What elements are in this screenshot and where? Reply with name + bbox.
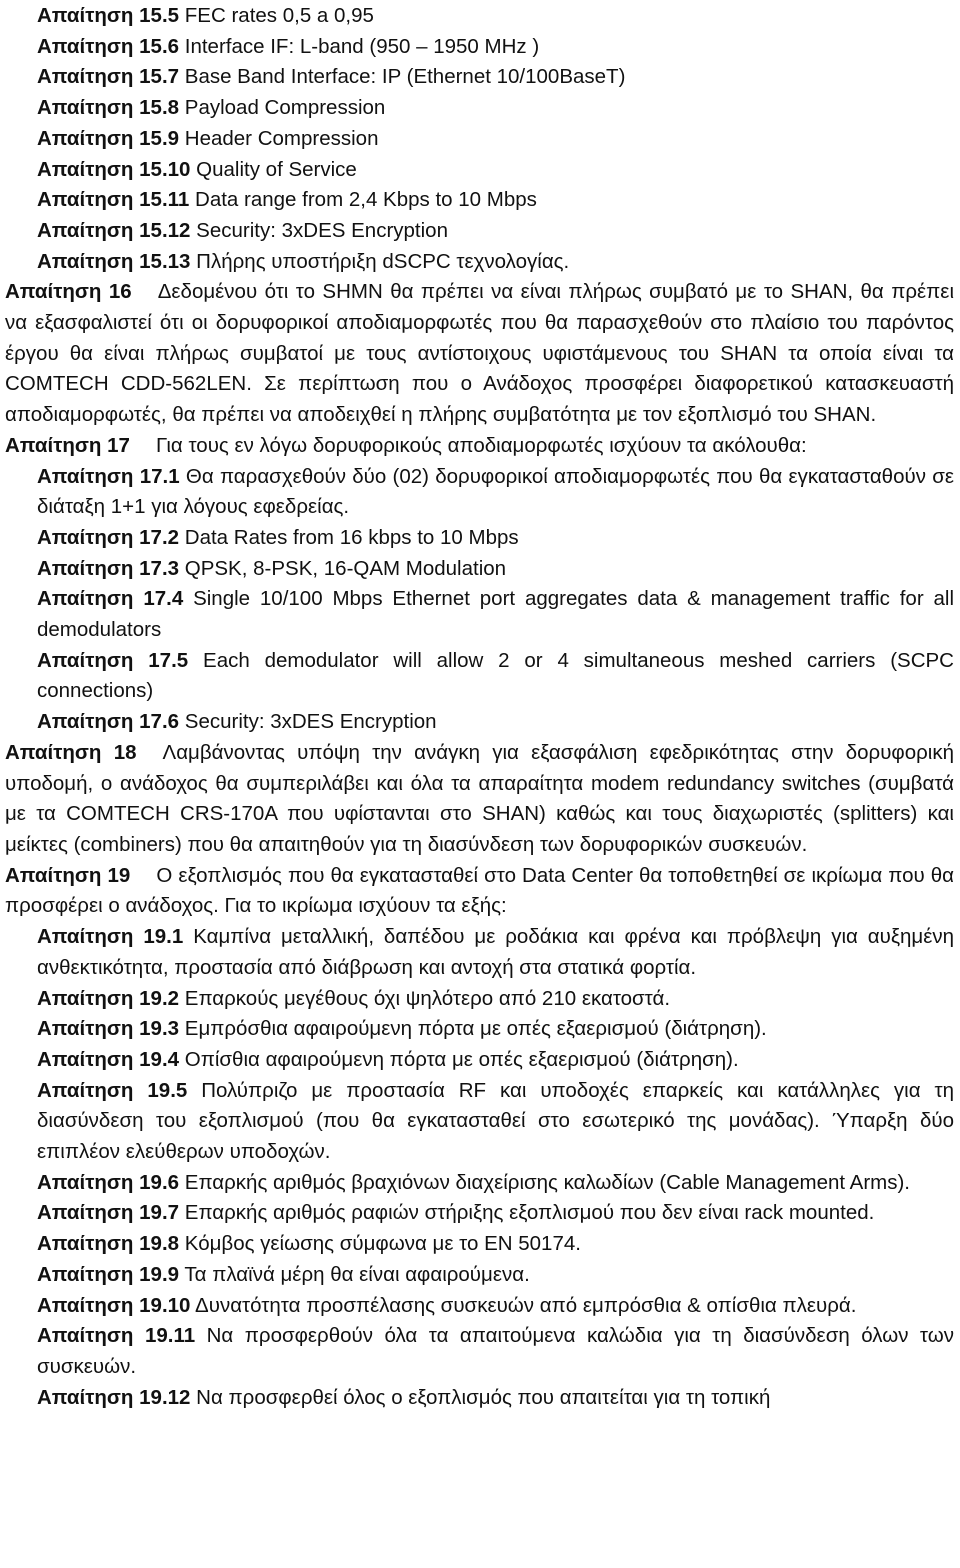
requirement-label: 19. xyxy=(143,925,172,949)
requirement-text: Λαμβάνοντας υπόψη την ανάγκη για εξασφάλιση εφεδρικότητας στην δορυφορική υποδομή, ο ανάδοχος θα συμπεριλάβει και όλα τα απαραίτητα modem redundancy switches (συμβατά με τα COMTECH CRS-170A που υφίστανται στο SHAN) καθώς και τους διαχωριστές (splitters) και μείκτες (combiners) που θα απαιτηθούν για τη διασύνδεση των δορυφορικών συσκευών. xyxy=(5,740,954,856)
requirement-text: Interface IF: L-band (950 – 1950 MHz ) xyxy=(184,34,540,58)
requirement-text: Οπίσθια αφαιρούμενη πόρτα με οπές εξαερισμού (διάτρηση). xyxy=(184,1047,739,1071)
requirement-label: 16 xyxy=(108,280,132,304)
requirement-label: 19. xyxy=(139,1017,168,1041)
requirement-label: Απαίτηση xyxy=(5,433,102,457)
requirement-label: Απαίτηση xyxy=(37,157,134,181)
requirement-label: 5 xyxy=(167,4,180,27)
requirement-label: 15. xyxy=(139,126,168,150)
requirement-text: Επαρκής αριθμός ραφιών στήριξης εξοπλισμού που δεν είναι rack mounted. xyxy=(184,1201,875,1225)
requirement-text: Πολύπριζο με προστασία RF και υποδοχές επαρκείς και κατάλληλες για τη διασύνδεση του εξοπλισμού (που θα εγκατασταθεί στο εσωτερικό της μονάδας). Ύπαρξη δύο επιπλέον ελεύθερων υποδοχών. xyxy=(37,1078,955,1164)
req-17-2 xyxy=(5,523,954,554)
req-19-9 xyxy=(5,1260,954,1291)
req-15-12 xyxy=(5,216,954,247)
requirement-label: Απαίτηση xyxy=(37,464,134,488)
req-18 xyxy=(5,738,954,861)
requirement-label: 15. xyxy=(139,4,168,27)
requirement-label: Απαίτηση xyxy=(37,126,134,150)
requirement-label: Απαίτηση xyxy=(37,1385,134,1409)
requirement-label: Απαίτηση xyxy=(37,1324,134,1348)
requirement-text: Να προσφερθεί όλος ο εξοπλισμός που απαιτείται για τη τοπική xyxy=(196,1385,771,1409)
requirement-label: Απαίτηση xyxy=(37,587,134,611)
requirement-label: 2 xyxy=(167,525,180,549)
requirement-label: 9 xyxy=(167,1262,180,1286)
requirement-label: Απαίτηση xyxy=(37,1170,134,1194)
requirement-label: 19. xyxy=(139,1232,168,1256)
requirement-label: 13 xyxy=(167,249,191,273)
req-19-10 xyxy=(5,1291,954,1322)
requirement-label: 17 xyxy=(107,433,130,457)
req-19-6 xyxy=(5,1168,954,1199)
requirement-label: 15. xyxy=(139,96,168,120)
requirement-label: 1 xyxy=(168,464,180,488)
req-15-9 xyxy=(5,124,954,155)
requirement-label: 3 xyxy=(167,1017,180,1041)
requirement-label: Απαίτηση xyxy=(37,1232,134,1256)
requirement-label: 1 xyxy=(171,925,184,949)
req-19-1 xyxy=(5,922,954,983)
requirement-label: 9 xyxy=(167,126,180,150)
req-15-6 xyxy=(5,32,954,63)
requirement-label: 19. xyxy=(139,1047,168,1071)
requirement-text: Για τους εν λόγω δορυφορικούς αποδιαμορφωτές ισχύουν τα ακόλουθα: xyxy=(155,433,807,457)
req-15-8 xyxy=(5,93,954,124)
req-16 xyxy=(5,277,954,431)
requirement-text: Επαρκούς μεγέθους όχι ψηλότερο από 210 εκατοστά. xyxy=(184,986,671,1010)
requirement-label: 7 xyxy=(167,65,180,89)
requirement-label: 10 xyxy=(167,157,191,181)
requirement-label: Απαίτηση xyxy=(37,96,134,120)
requirement-text: Θα παρασχεθούν δύο (02) δορυφορικοί αποδιαμορφωτές που θα εγκατασταθούν σε διάταξη 1+1 για λόγους εφεδρείας. xyxy=(37,464,954,519)
req-17-5 xyxy=(5,646,954,707)
req-15-10 xyxy=(5,155,954,186)
requirement-label: Απαίτηση xyxy=(37,1262,134,1286)
requirement-label: 11 xyxy=(173,1324,196,1348)
requirement-text: Data Rates from 16 kbps to 10 Mbps xyxy=(184,525,519,549)
req-17 xyxy=(5,431,954,462)
requirement-label: 2 xyxy=(167,986,180,1010)
requirement-label: 10 xyxy=(167,1293,191,1317)
requirement-label: 19. xyxy=(139,1170,168,1194)
requirement-label: 15. xyxy=(139,249,168,273)
requirement-label: Απαίτηση xyxy=(37,1078,134,1102)
requirement-label: Απαίτηση xyxy=(37,1293,134,1317)
requirement-label: Απαίτηση xyxy=(37,648,134,672)
requirement-label: 19. xyxy=(144,1324,174,1348)
req-19-12 xyxy=(5,1383,954,1414)
requirement-label: 8 xyxy=(167,1232,180,1256)
requirement-label: 15. xyxy=(139,188,168,212)
requirement-label: 7 xyxy=(167,1201,180,1225)
requirement-label: 17. xyxy=(139,710,168,734)
requirement-label: 12 xyxy=(167,218,191,242)
requirement-text: Payload Compression xyxy=(184,96,386,120)
requirement-text: FEC rates 0,5 a 0,95 xyxy=(184,4,374,27)
requirement-text: Security: 3xDES Encryption xyxy=(196,218,448,242)
requirement-label: 17. xyxy=(139,525,168,549)
req-15-11 xyxy=(5,185,954,216)
requirement-text: Single 10/100 Mbps Ethernet port aggregates data & management traffic for all demodulators xyxy=(37,587,955,642)
requirement-label: Απαίτηση xyxy=(37,4,134,27)
req-19-2 xyxy=(5,984,954,1015)
requirement-text: Καμπίνα μεταλλική, δαπέδου με ροδάκια και φρένα και πρόβλεψη για αυξημένη ανθεκτικότητα, προστασία από διάβρωση και αντοχή στα στατικά φορτία. xyxy=(37,925,954,979)
requirement-label: 11 xyxy=(167,188,190,212)
req-19-11 xyxy=(5,1321,954,1382)
requirement-label: Απαίτηση xyxy=(37,188,134,212)
requirement-label: 6 xyxy=(167,34,180,58)
requirement-label: 15. xyxy=(139,157,168,181)
requirement-text: Data range from 2,4 Kbps to 10 Mbps xyxy=(195,188,537,212)
requirement-label: Απαίτηση xyxy=(5,740,102,764)
requirement-label: 5 xyxy=(175,1078,188,1102)
requirement-text: Επαρκής αριθμός βραχιόνων διαχείρισης καλωδίων (Cable Management Arms). xyxy=(184,1170,910,1194)
requirement-label: Απαίτηση xyxy=(37,34,134,58)
requirement-label: Απαίτηση xyxy=(37,925,134,949)
req-19-5 xyxy=(5,1076,954,1168)
requirement-label: 19. xyxy=(139,1262,168,1286)
requirement-text: QPSK, 8-PSK, 16-QAM Modulation xyxy=(184,556,507,580)
requirement-label: Απαίτηση xyxy=(5,863,102,887)
requirement-label: 8 xyxy=(167,96,180,120)
requirement-text: Header Compression xyxy=(184,126,379,150)
req-15-5 xyxy=(5,1,954,32)
requirement-label: 19. xyxy=(139,1385,168,1409)
req-19-7 xyxy=(5,1198,954,1229)
requirement-text: Εμπρόσθια αφαιρούμενη πόρτα με οπές εξαερισμού (διάτρηση). xyxy=(184,1017,767,1041)
requirement-text: Δυνατότητα προσπέλασης συσκευών από εμπρόσθια & οπίσθια πλευρά. xyxy=(195,1293,857,1317)
requirement-label: 19. xyxy=(147,1078,176,1102)
requirement-text: Να προσφερθούν όλα τα απαιτούμενα καλώδια για τη διασύνδεση όλων των συσκευών. xyxy=(37,1324,954,1378)
requirement-label: 19. xyxy=(139,1293,168,1317)
requirement-text: Τα πλαϊνά μέρη θα είναι αφαιρούμενα. xyxy=(184,1262,530,1286)
requirement-label: Απαίτηση xyxy=(37,710,134,734)
requirement-label: 19. xyxy=(139,986,168,1010)
req-15-7 xyxy=(5,62,954,93)
req-19 xyxy=(5,861,954,922)
requirement-text: Security: 3xDES Encryption xyxy=(184,710,437,734)
requirement-label: Απαίτηση xyxy=(37,556,134,580)
requirement-label: Απαίτηση xyxy=(37,1017,134,1041)
requirement-label: Απαίτηση xyxy=(37,1047,134,1071)
requirement-text: Δεδομένου ότι το SHMN θα πρέπει να είναι πλήρως συμβατό με το SHAN, θα πρέπει να εξασφαλιστεί ότι οι δορυφορικοί αποδιαμορφωτές που θα παρασχεθούν στο πλαίσιο του παρόντος έργου θα είναι πλήρως συμβατοί με τους αντίστοιχους υφιστάμενους του SHAN τα οποία είναι τα COMTECH CDD-562LEN. Σε περίπτωση που ο Ανάδοχος προσφέρει διαφορετικού κατασκευαστή αποδιαμορφωτές, θα πρέπει να αποδειχθεί η πλήρης συμβατότητα με τον εξοπλισμό του SHAN. xyxy=(5,280,954,427)
requirement-text: Quality of Service xyxy=(196,157,357,181)
requirement-label: 19. xyxy=(139,1201,168,1225)
requirement-label: 6 xyxy=(167,1170,180,1194)
requirement-label: Απαίτηση xyxy=(5,280,102,304)
requirement-label: 19 xyxy=(107,863,131,887)
requirement-text: Πλήρης υποστήριξη dSCPC τεχνολογίας. xyxy=(196,249,570,273)
requirement-label: Απαίτηση xyxy=(37,986,134,1010)
requirement-label: 6 xyxy=(167,710,180,734)
requirement-label: 5 xyxy=(176,648,189,672)
requirement-text: Ο εξοπλισμός που θα εγκατασταθεί στο Data Center θα τοποθετηθεί σε ικρίωμα που θα προσφέρει ο ανάδοχος. Για το ικρίωμα ισχύουν τα εξής: xyxy=(5,863,954,918)
requirement-label: Απαίτηση xyxy=(37,1201,134,1225)
req-17-3 xyxy=(5,554,954,585)
req-19-8 xyxy=(5,1229,954,1260)
requirement-label: 4 xyxy=(167,1047,180,1071)
req-19-3 xyxy=(5,1014,954,1045)
requirement-text: Κόμβος γείωσης σύμφωνα με το EN 50174. xyxy=(184,1232,581,1256)
requirement-label: 4 xyxy=(171,587,184,611)
requirement-label: 15. xyxy=(139,65,168,89)
requirement-label: 17. xyxy=(139,464,169,488)
requirement-label: Απαίτηση xyxy=(37,218,134,242)
requirement-label: 17. xyxy=(143,587,172,611)
req-17-6 xyxy=(5,707,954,738)
requirement-label: 18 xyxy=(113,740,137,764)
req-15-13 xyxy=(5,247,954,278)
req-17-4 xyxy=(5,584,954,645)
requirement-label: 15. xyxy=(139,34,168,58)
requirement-label: 3 xyxy=(167,556,180,580)
requirement-text: Each demodulator will allow 2 or 4 simultaneous meshed carriers (SCPC connections) xyxy=(37,648,954,703)
requirement-label: 12 xyxy=(167,1385,191,1409)
requirement-label: Απαίτηση xyxy=(37,249,134,273)
req-17-1 xyxy=(5,462,954,523)
requirement-label: 17. xyxy=(139,556,168,580)
requirement-label: Απαίτηση xyxy=(37,65,134,89)
requirement-label: 17. xyxy=(148,648,177,672)
requirement-label: 15. xyxy=(139,218,168,242)
req-19-4 xyxy=(5,1045,954,1076)
requirement-label: Απαίτηση xyxy=(37,525,134,549)
requirement-text: Base Band Interface: IP (Ethernet 10/100BaseT) xyxy=(184,65,626,89)
